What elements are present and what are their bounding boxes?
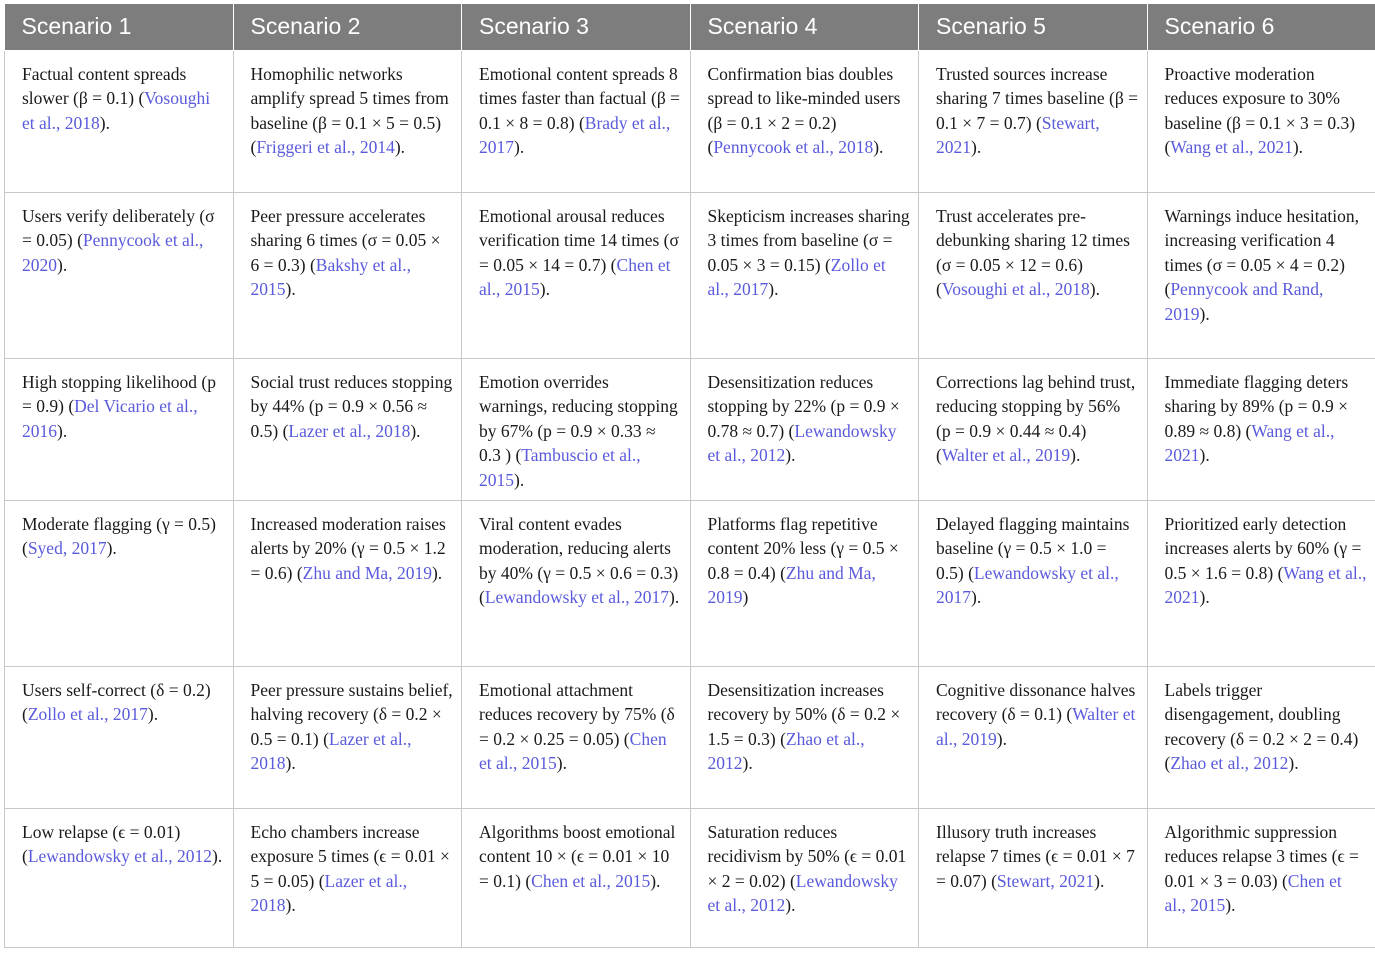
citation-link[interactable]: Tambuscio et al., 2015 xyxy=(479,445,641,490)
citation-link[interactable]: Wang et al., 2021 xyxy=(1170,137,1293,158)
cell-text: Skepticism increases sharing 3 times from baseline (σ = 0.05 × 3 = 0.15) ( xyxy=(707,205,910,275)
cell-text: Emotional attachment reduces recovery by 75% (δ = 0.2 × 0.25 = 0.05) ( xyxy=(479,679,675,749)
table-cell xyxy=(919,500,1148,666)
table-cell xyxy=(1147,500,1375,666)
cell-text-end: ). xyxy=(285,279,296,300)
cell-text: Users self-correct (δ = 0.2) ( xyxy=(22,679,211,725)
table-cell xyxy=(919,192,1148,358)
cell-text: Corrections lag behind trust, reducing stopping by 56% (p = 0.9 × 0.44 ≈ 0.4) ( xyxy=(936,371,1136,466)
table-cell xyxy=(233,50,462,192)
table-cell xyxy=(690,50,919,192)
citation-link[interactable]: Chen et al., 2015 xyxy=(531,870,651,891)
citation-link[interactable]: Chen et al., 2015 xyxy=(479,254,671,300)
cell-text-end: ). xyxy=(873,137,884,158)
table-cell xyxy=(1147,808,1375,947)
citation-link[interactable]: Brady et al., 2017 xyxy=(479,112,671,158)
table-cell xyxy=(919,666,1148,808)
cell-text: Trusted sources increase sharing 7 times baseline (β = 0.1 × 7 = 0.7) ( xyxy=(936,63,1138,133)
citation-link[interactable]: Zhu and Ma, 2019 xyxy=(302,562,432,583)
cell-text: Desensitization reduces stopping by 22% (p = 0.9 × 0.78 ≈ 0.7) ( xyxy=(707,371,900,441)
cell-text: Emotional arousal reduces verification time 14 times (σ = 0.05 × 14 = 0.7) ( xyxy=(479,205,679,275)
cell-text-end: ). xyxy=(539,279,550,300)
cell-text: Low relapse (ϵ = 0.01) ( xyxy=(22,821,181,867)
table-cell xyxy=(690,192,919,358)
table-cell xyxy=(690,500,919,666)
cell-text-end: ). xyxy=(1199,587,1210,608)
citation-link[interactable]: Lewandowsky et al., 2012 xyxy=(707,870,898,916)
cell-text-end: ). xyxy=(212,846,223,867)
table-cell xyxy=(233,500,462,666)
table-cell xyxy=(690,666,919,808)
cell-text-end: ). xyxy=(785,895,796,916)
cell-text-end: ). xyxy=(1070,445,1081,466)
cell-text: Echo chambers increase exposure 5 times (ϵ = 0.01 × 5 = 0.05) ( xyxy=(250,821,450,891)
table-cell xyxy=(462,192,691,358)
table-cell xyxy=(5,500,234,666)
cell-text-end: ). xyxy=(285,753,296,774)
cell-text: Peer pressure accelerates sharing 6 times (σ = 0.05 × 6 = 0.3) ( xyxy=(250,205,441,275)
cell-text-end: ). xyxy=(57,420,68,441)
cell-text-end: ). xyxy=(410,420,421,441)
cell-text-end: ). xyxy=(1094,870,1105,891)
header-scenario-2: Scenario 2 xyxy=(233,4,462,50)
cell-text-end: ). xyxy=(1288,753,1299,774)
table-cell xyxy=(462,666,691,808)
citation-link[interactable]: Stewart, 2021 xyxy=(996,870,1095,891)
cell-text: Social trust reduces stopping by 44% (p = 0.9 × 0.56 ≈ 0.5) ( xyxy=(250,371,453,441)
cell-text: Homophilic networks amplify spread 5 times from baseline (β = 0.1 × 5 = 0.5) ( xyxy=(250,63,449,158)
citation-link[interactable]: Lazer et al., 2018 xyxy=(250,728,412,774)
cell-text-end: ). xyxy=(514,469,525,490)
cell-text: Warnings induce hesitation, increasing verification 4 times (σ = 0.05 × 4 = 0.2) ( xyxy=(1164,205,1359,300)
header-scenario-1: Scenario 1 xyxy=(5,4,234,50)
table-row xyxy=(5,50,1375,192)
table-cell xyxy=(233,808,462,947)
scenario-table xyxy=(4,4,1375,948)
table-cell xyxy=(233,358,462,500)
cell-text: Cognitive dissonance halves recovery (δ = 0.1) ( xyxy=(936,679,1136,725)
cell-text-end: ). xyxy=(996,728,1007,749)
table-cell xyxy=(462,50,691,192)
table-row xyxy=(5,192,1375,358)
table-cell xyxy=(233,666,462,808)
cell-text-end: ). xyxy=(394,137,406,158)
cell-text-end: ). xyxy=(1225,895,1236,916)
table-cell xyxy=(919,358,1148,500)
cell-text-end: ). xyxy=(650,870,661,891)
cell-text-end: ). xyxy=(669,587,680,608)
table-cell xyxy=(690,358,919,500)
citation-link[interactable]: Pennycook and Rand, 2019 xyxy=(1164,279,1324,324)
table-cell xyxy=(233,192,462,358)
table-cell xyxy=(462,808,691,947)
cell-text-end: ). xyxy=(1199,303,1210,324)
cell-text-end: ). xyxy=(768,279,779,300)
citation-link[interactable]: Stewart, 2021 xyxy=(936,112,1100,158)
table-cell xyxy=(5,358,234,500)
header-scenario-6: Scenario 6 xyxy=(1147,4,1375,50)
cell-text-end: ). xyxy=(971,587,982,608)
cell-text: Illusory truth increases relapse 7 times (ϵ = 0.01 × 7 = 0.07) ( xyxy=(936,821,1135,891)
cell-text: Factual content spreads slower (β = 0.1) ( xyxy=(22,63,187,109)
citation-link[interactable]: Zollo et al., 2017 xyxy=(707,254,886,300)
citation-link[interactable]: Lazer et al., 2018 xyxy=(288,420,411,441)
cell-text-end: ). xyxy=(285,895,296,916)
table-cell xyxy=(919,50,1148,192)
cell-text: Immediate flagging deters sharing by 89% (p = 0.9 × 0.89 ≈ 0.8) ( xyxy=(1164,371,1349,441)
cell-text: Emotion overrides warnings, reducing stopping by 67% (p = 0.9 × 0.33 ≈ 0.3 ) ( xyxy=(479,371,678,466)
table-cell xyxy=(1147,358,1375,500)
citation-link[interactable]: Chen et al., 2015 xyxy=(1164,870,1342,916)
table-cell xyxy=(462,500,691,666)
citation-link[interactable]: Lewandowsky et al., 2017 xyxy=(936,562,1119,608)
cell-text: Proactive moderation reduces exposure to 30% baseline (β = 0.1 × 3 = 0.3) ( xyxy=(1164,63,1356,158)
citation-link[interactable]: Syed, 2017 xyxy=(27,538,107,559)
cell-text: Desensitization increases recovery by 50% (δ = 0.2 × 1.5 = 0.3) ( xyxy=(707,679,901,749)
citation-link[interactable]: Lewandowsky et al., 2012 xyxy=(27,846,213,867)
citation-link[interactable]: Zhao et al., 2012 xyxy=(707,728,865,774)
citation-link[interactable]: Zhao et al., 2012 xyxy=(1170,753,1289,774)
cell-text: Prioritized early detection increases alerts by 60% (γ = 0.5 × 1.6 = 0.8) ( xyxy=(1164,513,1362,583)
cell-text: Algorithmic suppression reduces relapse 3 times (ϵ = 0.01 × 3 = 0.03) ( xyxy=(1164,821,1359,891)
cell-text-end: ). xyxy=(971,137,982,158)
citation-link[interactable]: Friggeri et al., 2014 xyxy=(256,137,395,158)
cell-text-end: ). xyxy=(106,538,117,559)
table-cell xyxy=(5,50,234,192)
cell-text-end: ). xyxy=(1292,137,1304,158)
citation-link[interactable]: Walter et al., 2019 xyxy=(941,445,1071,466)
citation-link[interactable]: Lewandowsky et al., 2012 xyxy=(707,420,897,466)
table-cell xyxy=(462,358,691,500)
table-cell xyxy=(1147,50,1375,192)
table-row xyxy=(5,808,1375,947)
cell-text: Delayed flagging maintains baseline (γ = 0.5 × 1.0 = 0.5) ( xyxy=(936,513,1130,583)
citation-link[interactable]: Lazer et al., 2018 xyxy=(250,870,408,916)
cell-text-end: ). xyxy=(99,112,110,133)
cell-text: Emotional content spreads 8 times faster than factual (β = 0.1 × 8 = 0.8) ( xyxy=(479,63,680,133)
citation-link[interactable]: Vosoughi et al., 2018 xyxy=(22,88,211,133)
cell-text: Increased moderation raises alerts by 20% (γ = 0.5 × 1.2 = 0.6) ( xyxy=(250,513,446,583)
citation-link[interactable]: Del Vicario et al., 2016 xyxy=(22,396,198,441)
table-cell xyxy=(5,808,234,947)
citation-link[interactable]: Bakshy et al., 2015 xyxy=(250,254,412,300)
table-cell xyxy=(919,808,1148,947)
cell-text-end: ). xyxy=(556,753,567,774)
table-cell xyxy=(5,666,234,808)
citation-link[interactable]: Vosoughi et al., 2018 xyxy=(941,279,1090,300)
citation-link[interactable]: Walter et al., 2019 xyxy=(936,704,1136,749)
cell-text-end: ). xyxy=(785,445,796,466)
citation-link[interactable]: Lewandowsky et al., 2017 xyxy=(484,587,670,608)
table-row xyxy=(5,358,1375,500)
cell-text-end: ). xyxy=(57,254,68,275)
table-cell xyxy=(1147,192,1375,358)
citation-link[interactable]: Pennycook et al., 2020 xyxy=(22,230,204,275)
cell-text: Viral content evades moderation, reducing alerts by 40% (γ = 0.5 × 0.6 = 0.3) ( xyxy=(479,513,679,608)
cell-text: Platforms flag repetitive content 20% less (γ = 0.5 × 0.8 = 0.4) ( xyxy=(707,513,899,583)
table-cell xyxy=(690,808,919,947)
cell-text-end: ). xyxy=(147,704,159,725)
cell-text: Trust accelerates pre-debunking sharing 12 times (σ = 0.05 × 12 = 0.6) ( xyxy=(936,205,1130,300)
cell-text: Peer pressure sustains belief, halving recovery (δ = 0.2 × 0.5 = 0.1) ( xyxy=(250,679,453,749)
header-scenario-3: Scenario 3 xyxy=(462,4,691,50)
citation-link[interactable]: Wang et al., 2021 xyxy=(1164,562,1367,608)
cell-text: Labels trigger disengagement, doubling recovery (δ = 0.2 × 2 = 0.4) ( xyxy=(1164,679,1359,774)
citation-link[interactable]: Zhu and Ma, 2019 xyxy=(707,562,876,608)
citation-link[interactable]: Zollo et al., 2017 xyxy=(27,704,148,725)
table-cell xyxy=(1147,666,1375,808)
table-row xyxy=(5,500,1375,666)
cell-text: High stopping likelihood (p = 0.9) ( xyxy=(22,371,216,417)
cell-text: Saturation reduces recidivism by 50% (ϵ = 0.01 × 2 = 0.02) ( xyxy=(707,821,907,891)
table-row xyxy=(5,666,1375,808)
header-row xyxy=(5,4,1375,50)
header-scenario-4: Scenario 4 xyxy=(690,4,919,50)
citation-link[interactable]: Chen et al., 2015 xyxy=(479,728,667,774)
header-scenario-5: Scenario 5 xyxy=(919,4,1148,50)
cell-text-end: ) xyxy=(742,587,749,608)
table-cell xyxy=(5,192,234,358)
cell-text: Moderate flagging (γ = 0.5) ( xyxy=(22,513,217,559)
cell-text: Users verify deliberately (σ = 0.05) ( xyxy=(22,205,215,251)
cell-text-end: ). xyxy=(514,137,525,158)
cell-text-end: ). xyxy=(1199,445,1210,466)
cell-text: Algorithms boost emotional content 10 × (ϵ = 0.01 × 10 = 0.1) ( xyxy=(479,821,676,891)
cell-text: Confirmation bias doubles spread to like-minded users (β = 0.1 × 2 = 0.2) ( xyxy=(707,63,901,158)
cell-text-end: ). xyxy=(1089,279,1100,300)
cell-text-end: ). xyxy=(431,562,443,583)
citation-link[interactable]: Wang et al., 2021 xyxy=(1164,420,1335,466)
cell-text-end: ). xyxy=(742,753,753,774)
citation-link[interactable]: Pennycook et al., 2018 xyxy=(713,137,874,158)
